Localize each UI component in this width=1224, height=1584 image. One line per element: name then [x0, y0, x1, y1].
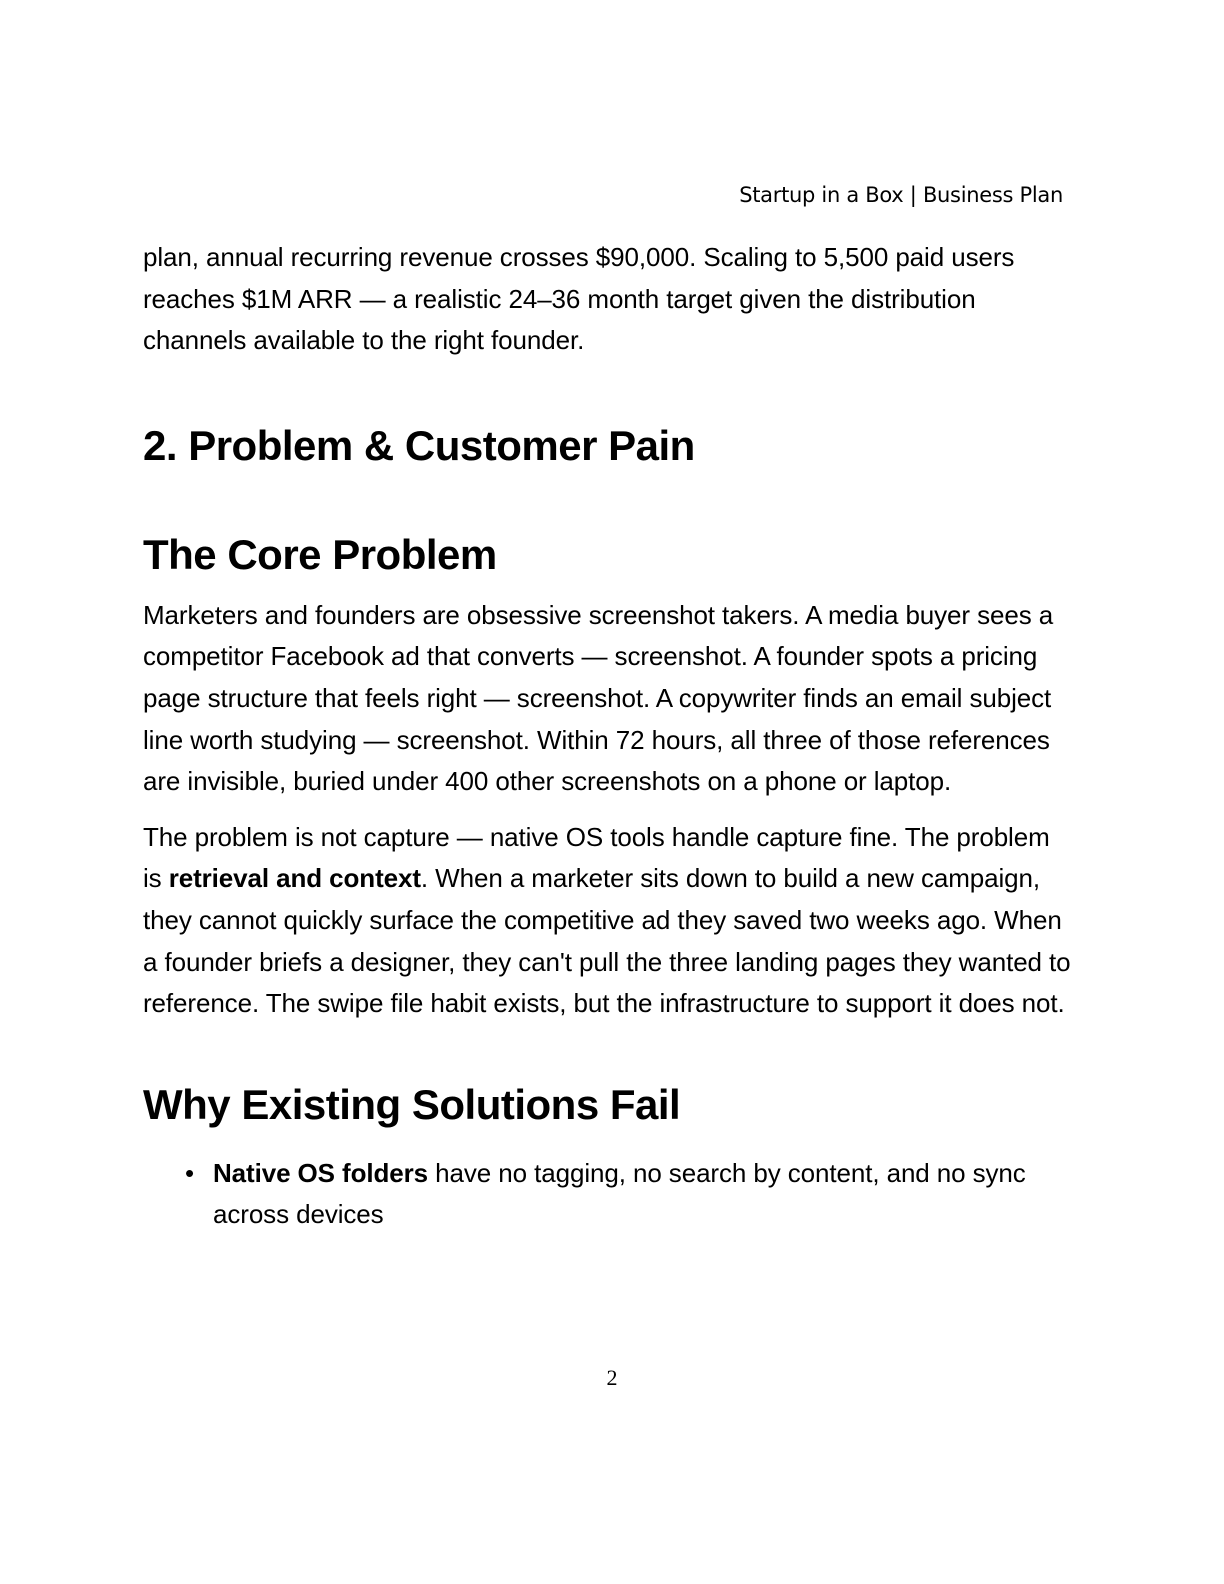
list-item-bold: Native OS folders: [213, 1157, 429, 1188]
core-problem-paragraph-1: Marketers and founders are obsessive screenshot takers. A media buyer sees a competitor Facebook ad that converts — screenshot. A founder spots a pricing page structure that feels right — screenshot. A copywriter finds an email subject line worth studying — screenshot. Within 72 hours, all three of those references are invisible, buried under 400 other screenshots on a phone or laptop.: [143, 599, 1054, 797]
intro-paragraph: plan, annual recurring revenue crosses $90,000. Scaling to 5,500 paid users reaches $1M ARR — a realistic 24–36 month target given the distribution channels available to the right founder.: [143, 242, 1015, 356]
page-header: Startup in a Box | Business Plan: [739, 183, 1063, 207]
paragraph-text: . When a marketer sits down to build a new campaign, they cannot quickly surface the competitive ad they saved two weeks ago. When a founder briefs a designer, they can't pull the three landing pages they wanted to reference. The swipe file habit exists, but the infrastructure to support it does not.: [143, 863, 1071, 1019]
list-item: [143, 1153, 1073, 1236]
document-body: [143, 237, 1073, 1236]
page-number: 2: [606, 1365, 618, 1390]
core-problem-paragraph-2: [143, 817, 1073, 1025]
bullet-list: [143, 1153, 1073, 1236]
emphasis-text: retrieval and context: [168, 863, 421, 894]
subheading-why-fail: Why Existing Solutions Fail: [143, 1080, 681, 1128]
paragraph-text: The problem is not capture — native OS tools handle capture fine. The problem is: [143, 821, 1050, 894]
section-heading-problem: 2. Problem & Customer Pain: [143, 421, 695, 469]
bullet-icon: •: [185, 1157, 195, 1188]
list-item-text: have no tagging, no search by content, and no sync across devices: [213, 1157, 1026, 1230]
subheading-core-problem: The Core Problem: [143, 530, 497, 578]
